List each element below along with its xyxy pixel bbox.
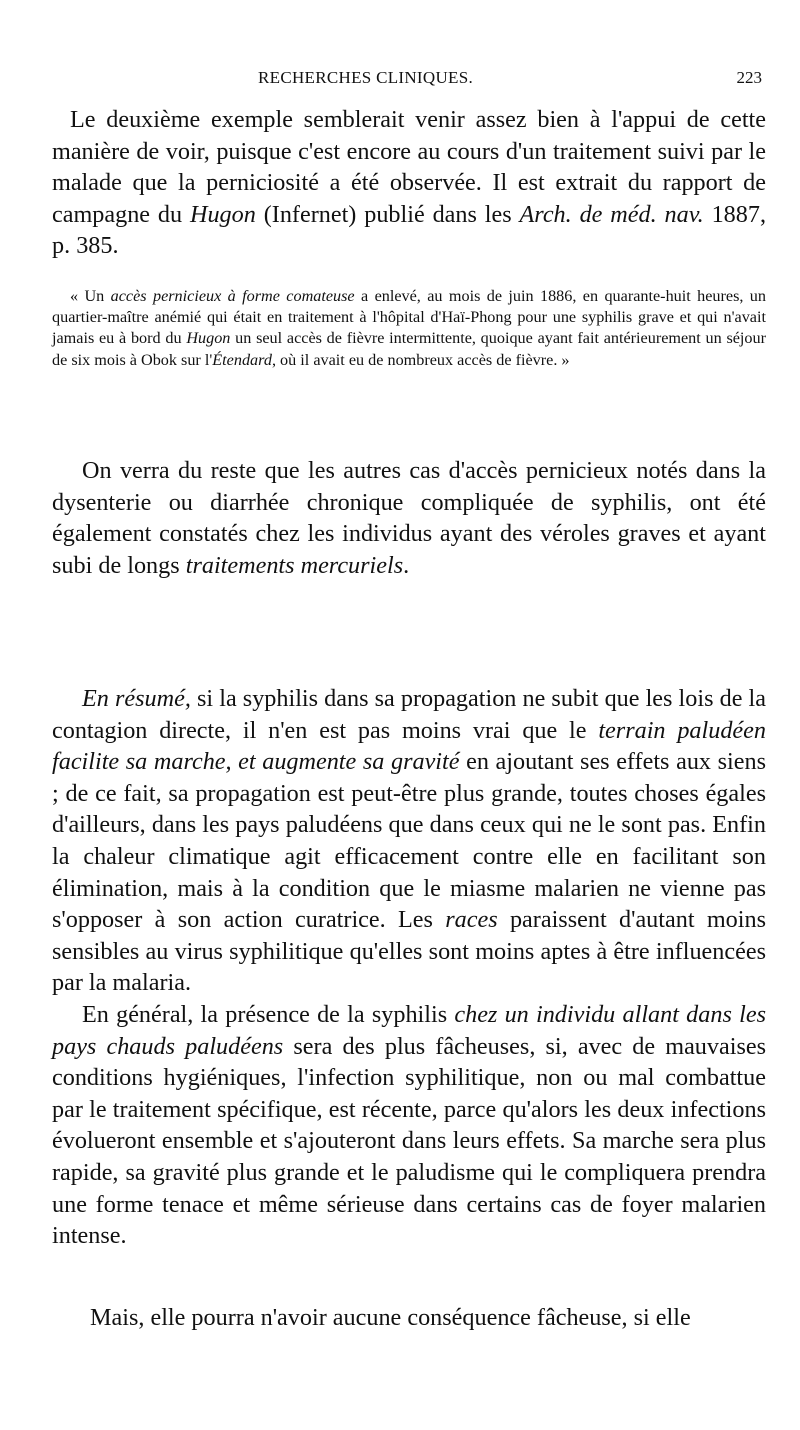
quote-ship-hugon: Hugon xyxy=(186,329,231,348)
quote-text-1: « Un xyxy=(70,287,111,305)
quote-text-3: un seul accès de fièvre intermittente, quoique ayant fait antérieurement un séjour de six mois à Obok sur l' xyxy=(52,329,767,369)
p3-text-2: en ajoutant ses effets aux siens ; de ce fait, sa propagation est peut-être plus grande, toutes choses égales d'ailleurs, dans les pays paludéens que dans ceux qui ne le sont pas. Enfin la chaleur climatique agit efficacement contre elle en facilitant son élimination, mais à la condition que le miasme malarien ne vienne pas s'opposer à son action curatrice. Les xyxy=(52,748,766,934)
p3-text-3: paraissent d'autant moins sensibles au virus syphilitique qu'elles sont moins aptes à être influencées par la malaria. xyxy=(52,906,766,997)
quote-text-4: , où il avait eu de nombreux accès de fièvre. » xyxy=(271,350,570,369)
p1-text-1: Le deuxième exemple semblerait venir assez bien à l'appui de cette manière de voir, puisque c'est encore au cours d'un traitement suivi par le malade que la perniciosité a été observée. Il est extrait du rapport de campagne du xyxy=(52,106,766,228)
p3b-italic-1: chez un individu allant dans les pays chauds paludéens xyxy=(52,1000,766,1060)
quote-text-2: a enlevé, au mois de juin 1886, en quarante-huit heures, un quartier-maître anémié qui était en traitement à l'hôpital d'Haï-Phong pour une syphilis grave et qui n'avait jamais eu à bord du xyxy=(52,287,766,348)
p2-italic-1: traitements mercuriels xyxy=(185,551,404,579)
p3-italic-3: races xyxy=(445,906,498,934)
paragraph-3b-text xyxy=(52,999,766,1252)
p3-italic-2: terrain paludéen facilite sa marche, et augmente sa gravité xyxy=(52,716,766,776)
p3b-text-2: sera des plus fâcheuses, si, avec de mauvaises conditions hygiéniques, l'infection syphilitique, non ou mal combattue par le traitement spécifique, est récente, parce qu'alors les deux infections évolueront ensemble et s'ajouteront dans leurs effets. Sa marche sera plus rapide, sa gravité plus grande et le paludisme qui le compliquera prendra une forme tenace et même sérieuse dans certains cas de foyer malarien intense. xyxy=(52,1032,767,1250)
paragraph-2 xyxy=(52,455,766,581)
p4-text-1: Mais, elle pourra n'avoir aucune conséquence fâcheuse, si elle xyxy=(90,1304,691,1331)
p2-text-1: On verra du reste que les autres cas d'accès pernicieux notés dans la dysenterie ou diarrhée chronique compliquée de syphilis, ont été également constatés chez les individus ayant des véroles graves et ayant subi de longs xyxy=(52,457,766,579)
paragraph-1 xyxy=(52,104,766,262)
ship-name-hugon: Hugon xyxy=(189,200,256,228)
quote-italic-1: accès pernicieux à forme comateuse xyxy=(110,287,355,305)
paragraph-2-text xyxy=(52,455,766,581)
p2-text-2: . xyxy=(403,551,410,579)
quote-text xyxy=(52,286,766,371)
running-head: RECHERCHES CLINIQUES. xyxy=(258,68,474,87)
p3-italic-1: En résumé, xyxy=(82,685,191,712)
journal-title: Arch. de méd. nav. xyxy=(519,200,704,228)
paragraph-4 xyxy=(52,1302,766,1334)
page-number: 223 xyxy=(736,68,762,87)
paragraph-3-text xyxy=(52,683,766,999)
paragraph-1-text xyxy=(52,104,766,262)
paragraph-3 xyxy=(52,683,766,1252)
p3b-text-1: En général, la présence de la syphilis xyxy=(82,1000,455,1028)
block-quote xyxy=(52,286,766,371)
quote-ship-etendard: Étendard xyxy=(212,350,272,369)
paragraph-4-text xyxy=(52,1302,766,1334)
p1-text-3: 1887, p. 385. xyxy=(52,200,766,260)
p3-text-1: si la syphilis dans sa propagation ne subit que les lois de la contagion directe, il n'en est pas moins vrai que le xyxy=(52,685,767,744)
p1-text-2: (Infernet) publié dans les xyxy=(255,200,520,228)
